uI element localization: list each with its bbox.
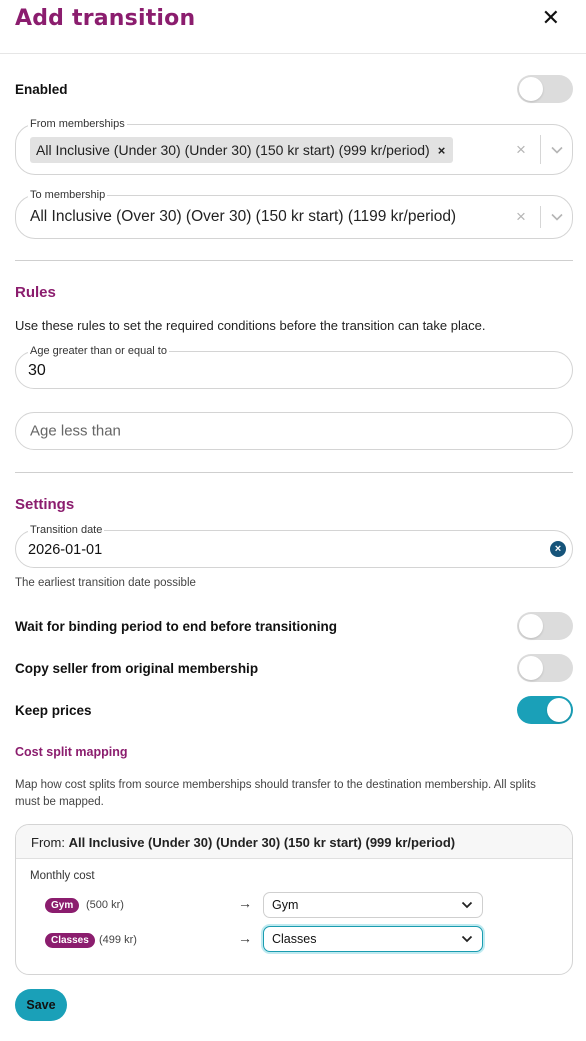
transition-date-input[interactable] [15, 524, 573, 568]
mapping-header [16, 825, 572, 859]
mapping-from-name: All Inclusive (Under 30) (Under 30) (150 kr start) (999 kr/period) [68, 835, 456, 850]
keep-prices-toggle[interactable] [517, 696, 573, 724]
enabled-toggle[interactable] [517, 75, 573, 103]
enabled-label: Enabled [15, 82, 68, 97]
age-min-value: 30 [28, 362, 46, 379]
toggle-knob [547, 698, 571, 722]
toggle-knob [519, 656, 543, 680]
date-help-text: The earliest transition date possible [15, 577, 196, 589]
age-max-input[interactable] [15, 412, 573, 450]
wait-binding-label: Wait for binding period to end before transitioning [15, 619, 337, 634]
membership-chip [30, 137, 453, 163]
arrow-right-icon: → [238, 895, 252, 911]
rules-description: Use these rules to set the required conditions before the transition can take place. [15, 318, 486, 333]
select-value: Gym [272, 898, 299, 912]
cost-amount: (499 kr) [99, 934, 137, 946]
toggle-knob [519, 77, 543, 101]
to-membership-select[interactable] [15, 189, 573, 239]
rules-title: Rules [15, 284, 56, 301]
select-separator [540, 206, 541, 228]
mapping-section-label: Monthly cost [30, 870, 95, 882]
chevron-down-icon [461, 900, 473, 910]
from-memberships-legend: From memberships [30, 118, 125, 130]
select-value: Classes [272, 932, 317, 946]
wait-binding-toggle[interactable] [517, 612, 573, 640]
mapping-from-prefix: From: [31, 835, 65, 850]
chevron-down-icon[interactable] [550, 145, 564, 154]
age-max-placeholder: Age less than [30, 422, 121, 440]
clear-date-icon[interactable]: × [550, 541, 566, 557]
divider [15, 472, 573, 473]
settings-title: Settings [15, 496, 75, 513]
clear-icon[interactable]: × [516, 139, 526, 159]
arrow-right-icon: → [238, 930, 252, 946]
close-icon[interactable]: ✕ [541, 6, 560, 31]
cost-tag-gym: Gym [45, 898, 79, 913]
cost-tag-classes: Classes [45, 933, 95, 948]
cost-amount: (500 kr) [86, 899, 124, 911]
membership-chip-label: All Inclusive (Under 30) (Under 30) (150 kr start) (999 kr/period) [36, 142, 430, 158]
target-split-select-classes[interactable] [263, 926, 483, 952]
to-membership-legend: To membership [30, 189, 106, 201]
to-membership-value: All Inclusive (Over 30) (Over 30) (150 kr start) (1199 kr/period) [30, 208, 457, 225]
dialog-header [0, 0, 586, 54]
transition-date-legend: Transition date [30, 524, 103, 536]
transition-date-value: 2026-01-01 [28, 542, 103, 558]
age-min-legend: Age greater than or equal to [30, 345, 167, 357]
cost-split-mapping [15, 824, 573, 975]
dialog-title: Add transition [15, 6, 196, 31]
keep-prices-label: Keep prices [15, 703, 92, 718]
chevron-down-icon[interactable] [550, 213, 564, 222]
mapping-from [31, 835, 455, 850]
chip-remove-icon[interactable]: × [437, 143, 446, 158]
toggle-knob [519, 614, 543, 638]
copy-seller-toggle[interactable] [517, 654, 573, 682]
cost-split-description: Map how cost splits from source memberships should transfer to the destination membership. All splits must be mapped. [15, 779, 536, 808]
chevron-down-icon [461, 934, 473, 944]
target-split-select-gym[interactable] [263, 892, 483, 918]
clear-icon[interactable]: × [516, 207, 526, 226]
age-min-input[interactable] [15, 345, 573, 389]
save-button[interactable]: Save [15, 989, 67, 1021]
from-memberships-select[interactable] [15, 118, 573, 175]
cost-split-title: Cost split mapping [15, 745, 128, 759]
copy-seller-label: Copy seller from original membership [15, 661, 259, 676]
select-separator [540, 135, 541, 164]
divider [15, 260, 573, 261]
